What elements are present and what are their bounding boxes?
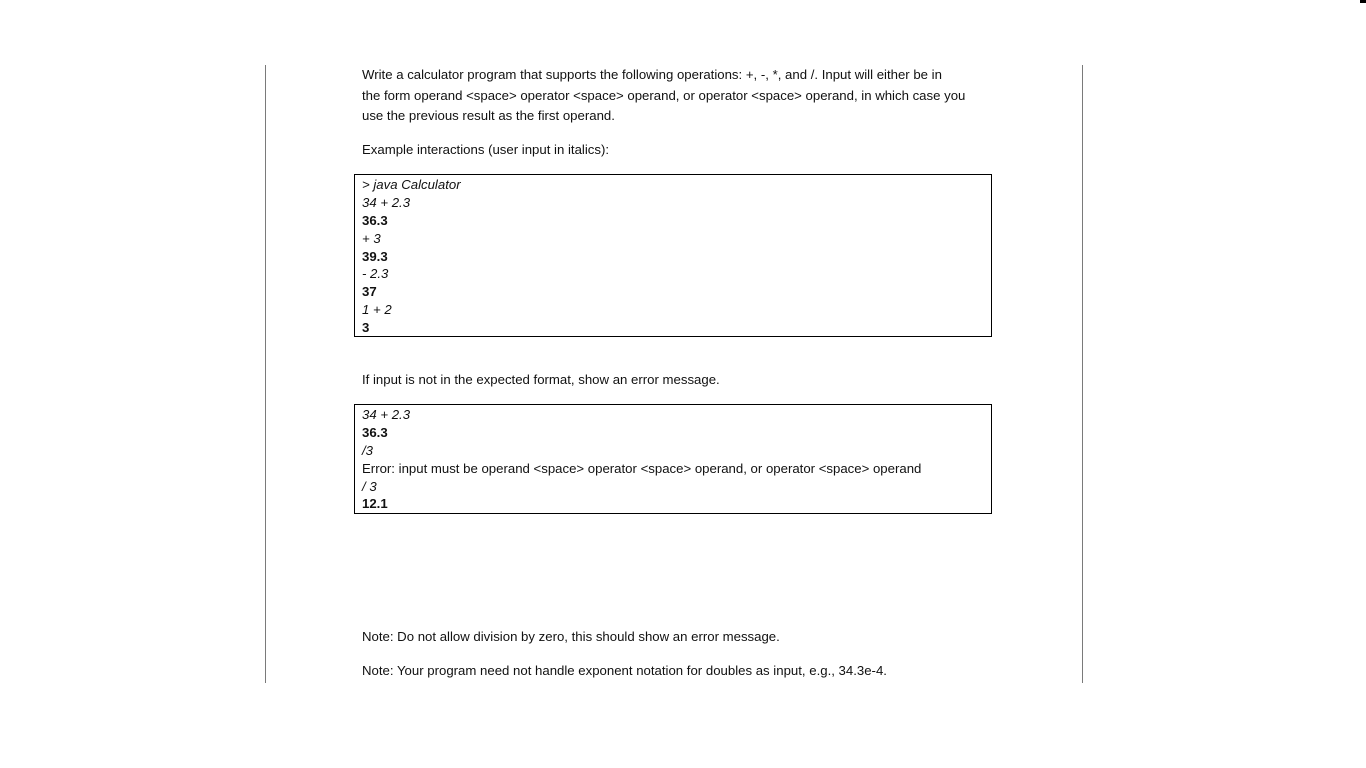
- example2-line: 36.3: [362, 424, 388, 440]
- error-heading: If input is not in the expected format, show an error message.: [362, 372, 720, 387]
- page-margin-right: [1082, 65, 1083, 683]
- example2-line: / 3: [362, 478, 377, 494]
- example1-line: 37: [362, 284, 377, 300]
- example2-line: 34 + 2.3: [362, 407, 411, 422]
- example-heading: Example interactions (user input in italics):: [362, 142, 610, 157]
- example-box-1: [354, 174, 992, 337]
- example-box-2: [354, 404, 992, 514]
- example2-error-line: Error: input must be operand <space> operator <space> operand, or operator <space> operand: [362, 460, 922, 476]
- note-division-by-zero: Note: Do not allow division by zero, this should show an error message.: [362, 629, 780, 644]
- page-margin-left: [265, 65, 266, 683]
- intro-line-1: Write a calculator program that supports the following operations: +, -, *, and /. Input will either be in: [362, 67, 942, 82]
- example1-line: 34 + 2.3: [362, 194, 411, 210]
- note-exponent-notation: Note: Your program need not handle exponent notation for doubles as input, e.g., 34.3e-4.: [362, 663, 887, 678]
- example1-line: 39.3: [362, 248, 388, 264]
- example1-line: 3: [362, 320, 370, 336]
- example1-line: - 2.3: [362, 266, 389, 282]
- example1-line: > java Calculator: [362, 177, 461, 192]
- example1-line: 1 + 2: [362, 302, 392, 318]
- example2-line: /3: [362, 442, 373, 458]
- corner-mark: [1360, 0, 1366, 3]
- example1-line: + 3: [362, 230, 381, 246]
- intro-line-2: the form operand <space> operator <space> operand, or operator <space> operand, in which case you: [362, 87, 966, 103]
- example2-line: 12.1: [362, 496, 388, 512]
- intro-line-3: use the previous result as the first operand.: [362, 108, 615, 123]
- example1-line: 36.3: [362, 212, 388, 228]
